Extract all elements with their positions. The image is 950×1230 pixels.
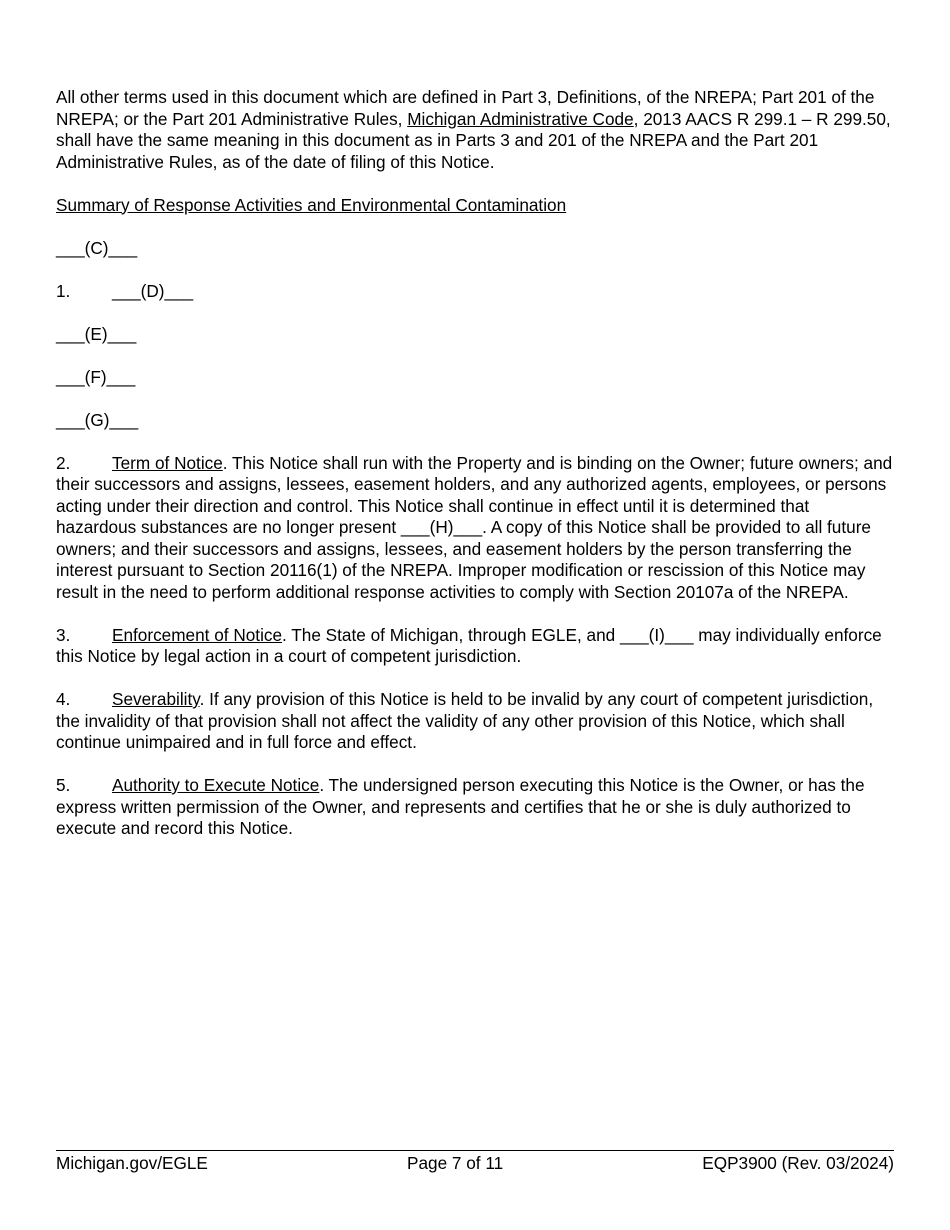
item-text: . The State of Michigan, through EGLE, and ___(I)___ may individually enforce this Notice by legal action in a court of competent jurisdiction. [56, 624, 882, 666]
item-text: . The undersigned person executing this Notice is the Owner, or has the express written permission of the Owner, and represents and certifies that he or she is duly authorized to execute and record this Notice. [56, 775, 865, 838]
item-2-term-of-notice [56, 453, 894, 604]
item-title: Severability [112, 689, 200, 709]
item-number: 1. [56, 280, 71, 301]
item-title: Term of Notice [112, 452, 223, 473]
intro-text: All other terms used in this document which are defined in Part 3, Definitions, of the NREPA; Part 201 of the NREPA; or the Part 201 Administrative Rules, [56, 87, 875, 129]
placeholder-f: ___(F)___ [56, 366, 136, 387]
item-number: 4. [56, 689, 71, 709]
item-title: Enforcement of Notice [112, 624, 283, 645]
item-number: 2. [56, 452, 71, 473]
item-4-severability [56, 689, 894, 754]
item-1 [56, 281, 894, 303]
item-1-text: ___(D)___ [112, 280, 194, 301]
footer-page-number: Page 7 of 11 [406, 1153, 504, 1173]
item-text: . If any provision of this Notice is held to be invalid by any court of competent jurisdiction, the invalidity of that provision shall not affect the validity of any other provision of this Notice, which shall continue unimpaired and in full force and effect. [56, 689, 874, 752]
placeholder-c: ___(C)___ [56, 237, 138, 258]
intro-text-continued: , 2013 AACS R 299.1 – R 299.50, shall have the same meaning in this document as in Parts 3 and 201 of the NREPA and the Part 201 Administrative Rules, as of the date of filing of this Notice. [56, 108, 891, 172]
item-title: Authority to Execute Notice [112, 775, 320, 795]
placeholder-g: ___(G)___ [56, 409, 139, 430]
item-5-authority [56, 775, 894, 840]
item-number: 3. [56, 624, 71, 645]
item-3-enforcement [56, 625, 894, 668]
summary-heading-text: Summary of Response Activities and Environmental Contamination [56, 194, 567, 215]
footer-website: Michigan.gov/EGLE [56, 1153, 208, 1173]
admin-code-title: Michigan Administrative Code [407, 108, 634, 129]
document-body [56, 87, 894, 861]
item-number: 5. [56, 775, 71, 795]
placeholder-e: ___(E)___ [56, 323, 137, 344]
page-footer [56, 1150, 894, 1174]
intro-paragraph [56, 87, 894, 173]
item-text: . This Notice shall run with the Property and is binding on the Owner; future owners; and their successors and assigns, lessees, easement holders, and any authorized agents, employees, or persons acting under their direction and control. This Notice shall continue in effect until it is determined that hazardous substances are no longer present ___(H)___. A copy of this Notice shall be provided to all future owners; and their successors and assigns, lessees, and easement holders by the person transferring the interest pursuant to Section 20116(1) of the NREPA. Improper modification or rescission of this Notice may result in the need to perform additional response activities to comply with Section 20107a of the NREPA. [56, 452, 893, 602]
summary-heading [56, 195, 894, 217]
footer-form-number: EQP3900 (Rev. 03/2024) [702, 1153, 894, 1173]
